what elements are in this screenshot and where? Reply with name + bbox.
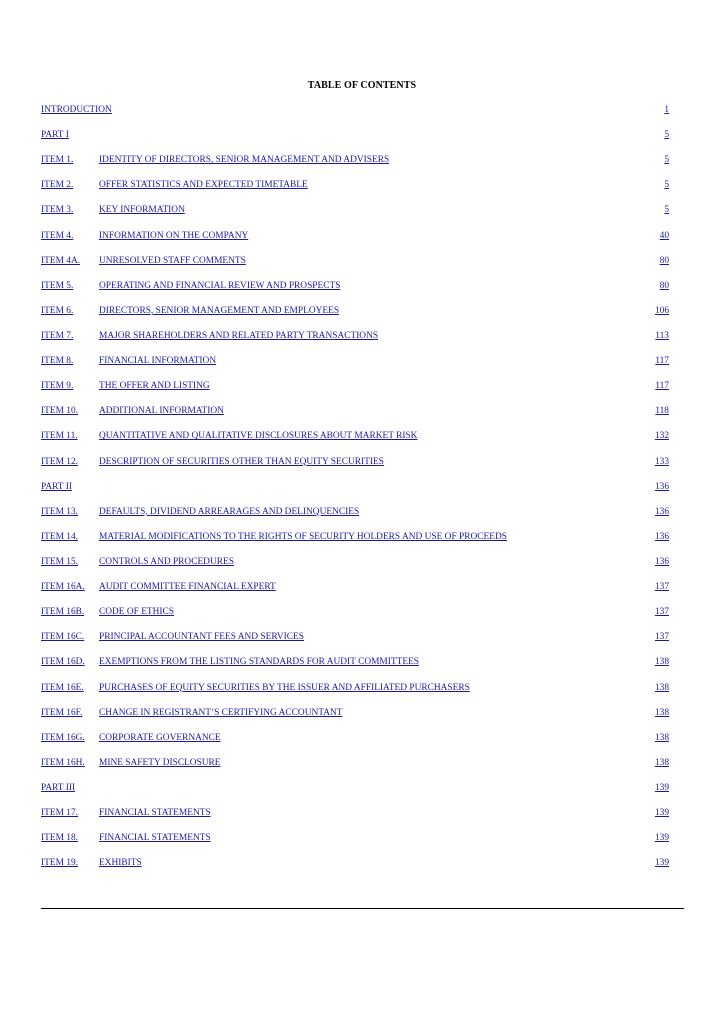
toc-page-link[interactable]: 138 (654, 757, 669, 768)
toc-item-number-link[interactable]: ITEM 5. (41, 280, 74, 291)
toc-item-title-link[interactable]: MAJOR SHAREHOLDERS AND RELATED PARTY TRANSACTIONS (99, 330, 379, 341)
toc-row-item-7 (41, 330, 669, 355)
toc-item-number-link[interactable]: ITEM 13. (41, 506, 78, 517)
toc-item-number-link[interactable]: ITEM 3. (41, 205, 74, 216)
toc-title: TABLE OF CONTENTS (307, 80, 417, 91)
toc-page-link[interactable]: 80 (659, 255, 669, 266)
toc-page-link[interactable]: 5 (664, 205, 669, 216)
toc-page-link[interactable]: 5 (664, 130, 669, 141)
toc-item-title-link[interactable]: FINANCIAL STATEMENTS (99, 808, 211, 819)
toc-item-title-link[interactable]: THE OFFER AND LISTING (99, 381, 210, 392)
toc-page-link[interactable]: 136 (654, 531, 669, 542)
toc-item-number-link[interactable]: ITEM 6. (41, 305, 74, 316)
toc-row-item-10 (41, 405, 669, 430)
toc-item-title-link[interactable]: EXHIBITS (99, 858, 142, 869)
toc-item-title-link[interactable]: MATERIAL MODIFICATIONS TO THE RIGHTS OF SECURITY HOLDERS AND USE OF PROCEEDS (99, 531, 507, 542)
toc-page-link[interactable]: 139 (654, 782, 669, 793)
toc-item-number-link[interactable]: ITEM 16G. (41, 732, 85, 743)
toc-item-title-link[interactable]: IDENTITY OF DIRECTORS, SENIOR MANAGEMENT AND ADVISERS (99, 155, 390, 166)
toc-item-title-link[interactable]: CHANGE IN REGISTRANT’S CERTIFYING ACCOUNTANT (99, 707, 343, 718)
toc-item-number-link[interactable]: ITEM 1. (41, 155, 74, 166)
toc-page-link[interactable]: 137 (654, 607, 669, 618)
toc-page-link[interactable]: 138 (654, 732, 669, 743)
toc-row-item-3 (41, 204, 669, 229)
toc-row-item-4a (41, 255, 669, 280)
toc-item-number-link[interactable]: ITEM 18. (41, 833, 78, 844)
toc-page-link[interactable]: 80 (659, 280, 669, 291)
toc-row-item-16c (41, 631, 669, 656)
toc-row-item-4 (41, 230, 669, 255)
toc-page-link[interactable]: 132 (654, 431, 669, 442)
toc-item-title-link[interactable]: PRINCIPAL ACCOUNTANT FEES AND SERVICES (99, 632, 304, 643)
toc-row-item-2 (41, 179, 669, 204)
toc-item-title-link[interactable]: DESCRIPTION OF SECURITIES OTHER THAN EQUITY SECURITIES (99, 456, 384, 467)
toc-page-link[interactable]: 136 (654, 481, 669, 492)
toc-item-number-link[interactable]: ITEM 11. (41, 431, 78, 442)
toc-page-link[interactable]: 1 (664, 105, 669, 115)
toc-row-item-19 (41, 857, 669, 882)
toc-item-number-link[interactable]: ITEM 16H. (41, 757, 85, 768)
toc-item-title-link[interactable]: FINANCIAL INFORMATION (99, 356, 217, 367)
toc-row-part-2 (41, 481, 669, 506)
toc-section-link[interactable]: PART I (41, 130, 69, 141)
toc-item-number-link[interactable]: ITEM 14. (41, 531, 78, 542)
toc-row-part-3 (41, 782, 669, 807)
toc-item-number-link[interactable]: ITEM 16B. (41, 607, 85, 618)
toc-page-link[interactable]: 137 (654, 582, 669, 593)
toc-item-number-link[interactable]: ITEM 12. (41, 456, 78, 467)
toc-row-item-9 (41, 380, 669, 405)
toc-item-title-link[interactable]: CODE OF ETHICS (99, 607, 175, 618)
toc-item-title-link[interactable]: OPERATING AND FINANCIAL REVIEW AND PROSPECTS (99, 280, 341, 291)
toc-row-item-16a (41, 581, 669, 606)
toc-page-link[interactable]: 117 (655, 356, 669, 367)
toc-page-link[interactable]: 139 (654, 858, 669, 869)
toc-item-title-link[interactable]: OFFER STATISTICS AND EXPECTED TIMETABLE (99, 180, 308, 191)
toc-page-link[interactable]: 118 (655, 406, 669, 417)
toc-item-title-link[interactable]: DIRECTORS, SENIOR MANAGEMENT AND EMPLOYEES (99, 305, 340, 316)
toc-item-number-link[interactable]: ITEM 16E. (41, 682, 84, 693)
toc-item-number-link[interactable]: ITEM 9. (41, 381, 74, 392)
toc-item-title-link[interactable]: QUANTITATIVE AND QUALITATIVE DISCLOSURES ABOUT MARKET RISK (99, 431, 418, 442)
toc-row-item-12 (41, 456, 669, 481)
toc-item-number-link[interactable]: ITEM 16A. (41, 582, 85, 593)
toc-row-item-16h (41, 757, 669, 782)
toc-row-item-14 (41, 531, 669, 556)
toc-row-item-16d (41, 656, 669, 681)
toc-item-number-link[interactable]: ITEM 7. (41, 330, 74, 341)
page-divider (41, 908, 684, 909)
toc-item-number-link[interactable]: ITEM 4. (41, 230, 74, 241)
toc-page-link[interactable]: 117 (655, 381, 669, 392)
toc-row-item-11 (41, 430, 669, 455)
toc-item-title-link[interactable]: AUDIT COMMITTEE FINANCIAL EXPERT (99, 582, 276, 593)
toc-row-item-16f (41, 707, 669, 732)
toc-section-link[interactable]: PART III (41, 782, 76, 793)
toc-page-link[interactable]: 5 (664, 180, 669, 191)
toc-row-item-1 (41, 154, 669, 179)
toc-item-number-link[interactable]: ITEM 17. (41, 808, 78, 819)
toc-row-item-8 (41, 355, 669, 380)
toc-item-title-link[interactable]: ADDITIONAL INFORMATION (99, 406, 224, 417)
toc-item-title-link[interactable]: UNRESOLVED STAFF COMMENTS (99, 255, 246, 266)
toc-item-title-link[interactable]: CORPORATE GOVERNANCE (99, 732, 221, 743)
toc-item-number-link[interactable]: ITEM 16C. (41, 632, 85, 643)
toc-row-introduction (41, 104, 669, 129)
toc-row-item-17 (41, 807, 669, 832)
toc-item-number-link[interactable]: ITEM 2. (41, 180, 74, 191)
toc-item-number-link[interactable]: ITEM 16F. (41, 707, 83, 718)
toc-page-link[interactable]: 106 (654, 305, 669, 316)
toc-page-link[interactable]: 133 (654, 456, 669, 467)
toc-row-item-16b (41, 606, 669, 631)
toc-page-link[interactable]: 136 (654, 506, 669, 517)
toc-page-link[interactable]: 136 (654, 556, 669, 567)
toc-item-title-link[interactable]: CONTROLS AND PROCEDURES (99, 556, 234, 567)
toc-page-link[interactable]: 138 (654, 682, 669, 693)
toc-page-link[interactable]: 138 (654, 657, 669, 668)
toc-page-link[interactable]: 139 (654, 833, 669, 844)
toc-row-item-16e (41, 682, 669, 707)
toc-row-item-15 (41, 556, 669, 581)
toc-item-title-link[interactable]: PURCHASES OF EQUITY SECURITIES BY THE ISSUER AND AFFILIATED PURCHASERS (99, 682, 470, 693)
toc-item-title-link[interactable]: EXEMPTIONS FROM THE LISTING STANDARDS FOR AUDIT COMMITTEES (99, 657, 420, 668)
toc-item-title-link[interactable]: INFORMATION ON THE COMPANY (99, 230, 249, 241)
toc-page-link[interactable]: 139 (654, 808, 669, 819)
toc-row-item-6 (41, 305, 669, 330)
toc-section-link[interactable]: PART II (41, 481, 72, 492)
toc-item-title-link[interactable]: FINANCIAL STATEMENTS (99, 833, 211, 844)
toc-item-title-link[interactable]: DEFAULTS, DIVIDEND ARREARAGES AND DELINQUENCIES (99, 506, 360, 517)
toc-row-part-1 (41, 129, 669, 154)
toc-row-item-5 (41, 280, 669, 305)
toc-page-link[interactable]: 5 (664, 155, 669, 166)
toc-item-title-link[interactable]: MINE SAFETY DISCLOSURE (99, 757, 221, 768)
toc-item-number-link[interactable]: ITEM 8. (41, 356, 74, 367)
table-of-contents (41, 104, 669, 882)
toc-row-item-13 (41, 506, 669, 531)
toc-page-link[interactable]: 113 (655, 330, 669, 341)
toc-page-link[interactable]: 138 (654, 707, 669, 718)
toc-row-item-16g (41, 732, 669, 757)
toc-item-number-link[interactable]: ITEM 16D. (41, 657, 85, 668)
toc-item-number-link[interactable]: ITEM 10. (41, 406, 78, 417)
toc-item-number-link[interactable]: ITEM 4A. (41, 255, 81, 266)
toc-item-title-link[interactable]: KEY INFORMATION (99, 205, 185, 216)
toc-item-number-link[interactable]: ITEM 19. (41, 858, 78, 869)
toc-item-number-link[interactable]: ITEM 15. (41, 556, 78, 567)
toc-page-link[interactable]: 40 (659, 230, 669, 241)
toc-page-link[interactable]: 137 (654, 632, 669, 643)
toc-row-item-18 (41, 832, 669, 857)
toc-section-link[interactable]: INTRODUCTION (41, 105, 112, 115)
